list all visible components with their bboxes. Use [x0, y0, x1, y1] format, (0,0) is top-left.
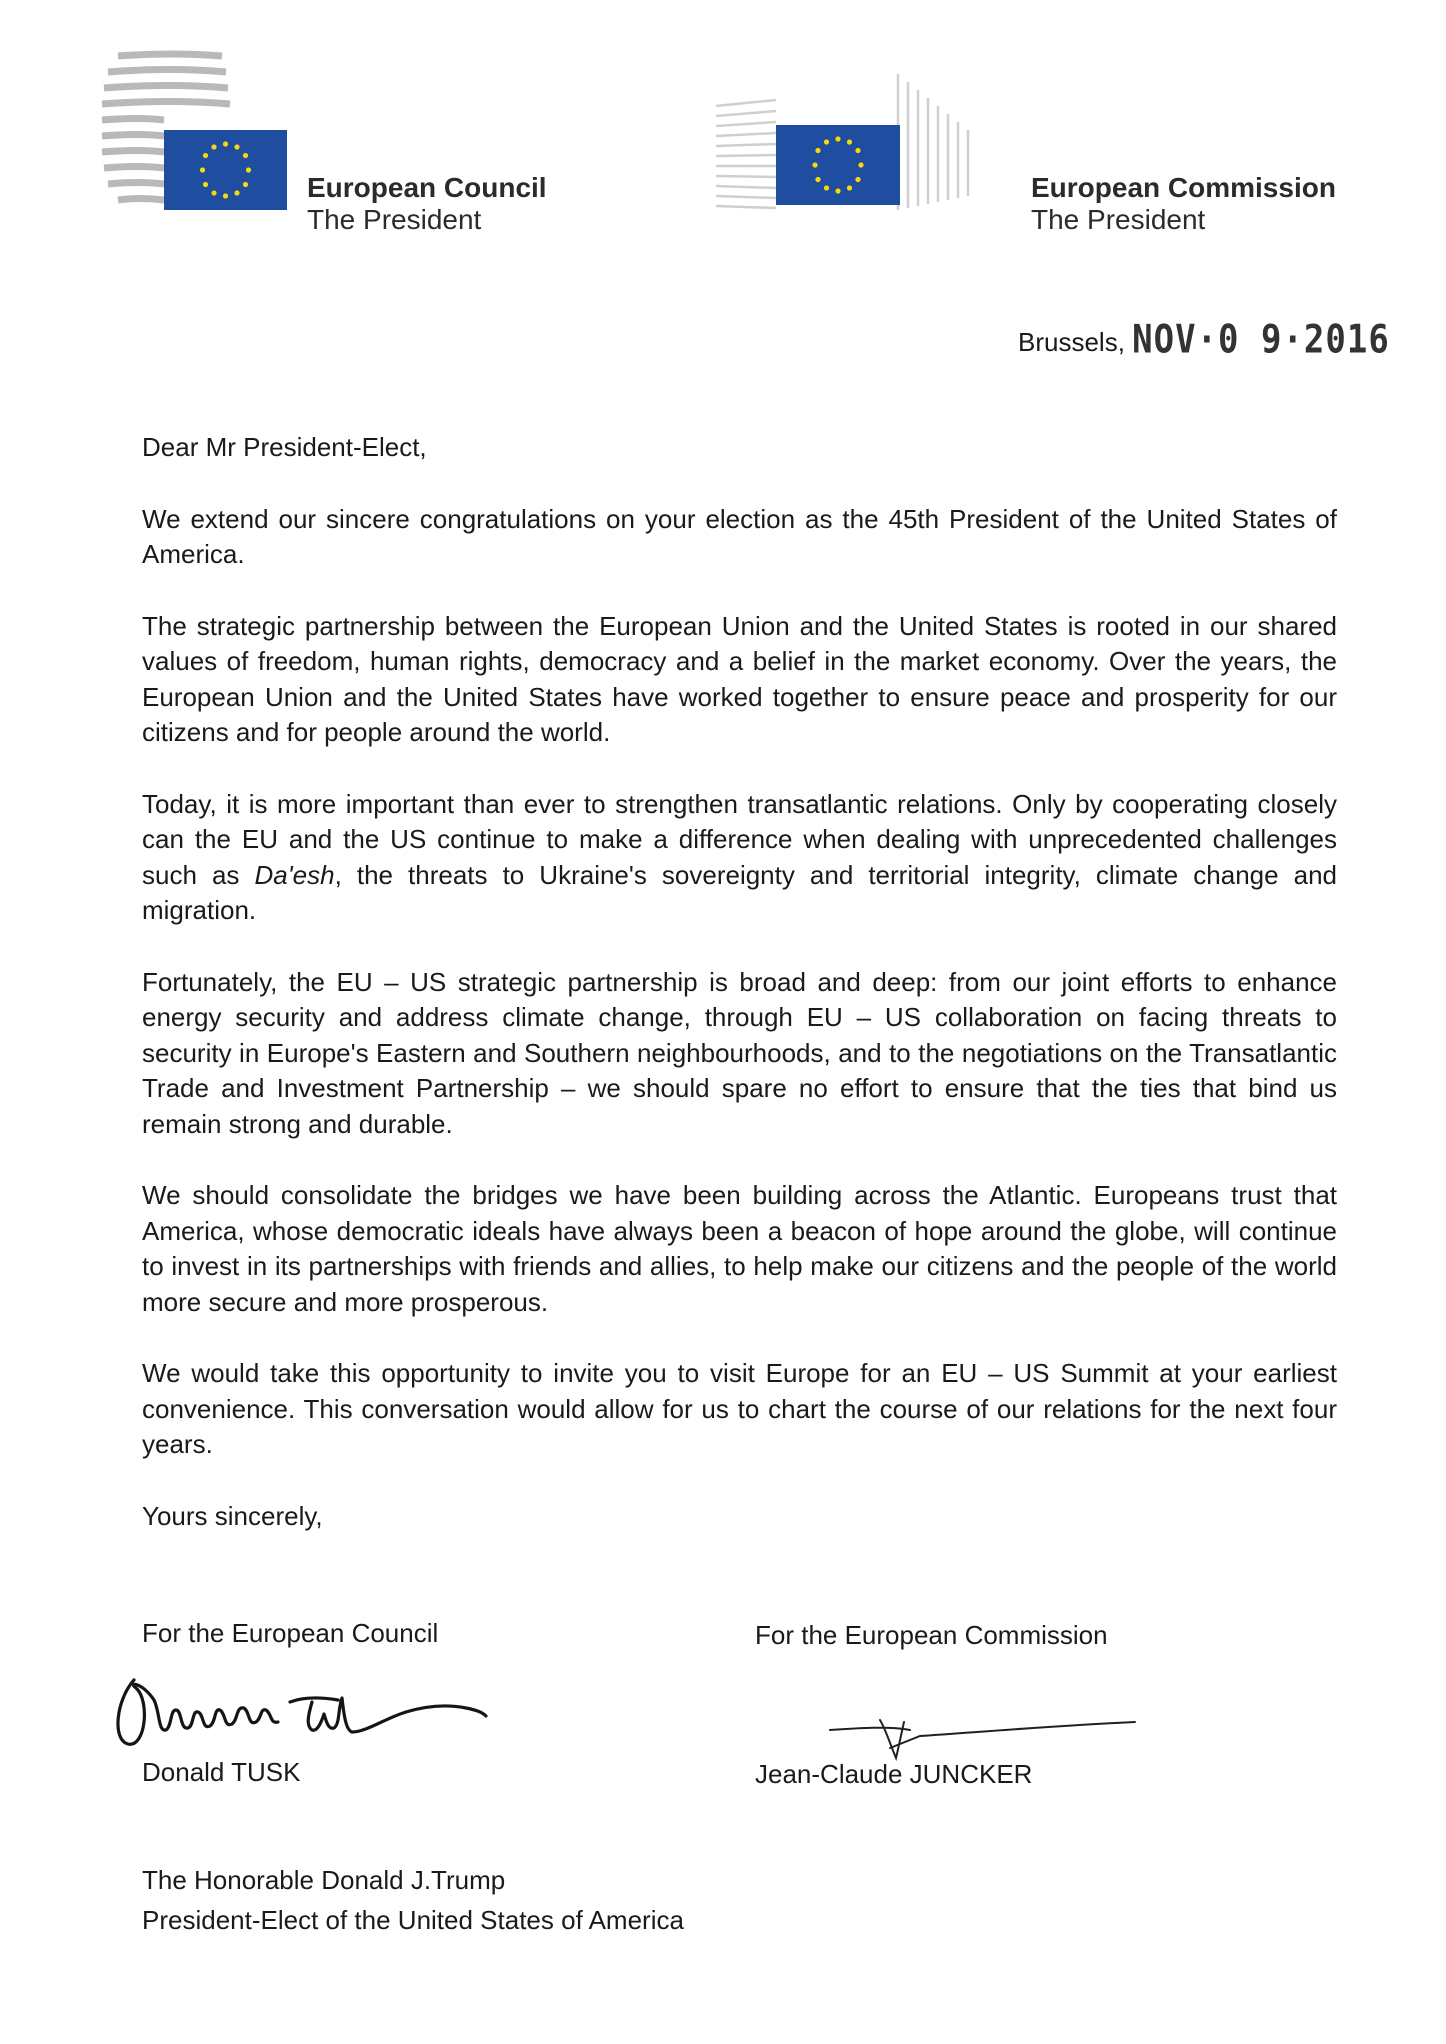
letter-body	[142, 430, 1337, 1570]
council-signatory-name: Donald TUSK	[142, 1757, 301, 1787]
date-stamp: NOV·0 9·2016	[1132, 317, 1390, 363]
date-city: Brussels,	[1018, 327, 1125, 357]
paragraph-1: We extend our sincere congratulations on your election as the 45th President of the United States of America.	[142, 503, 1337, 569]
salutation: Dear Mr President-Elect,	[142, 432, 427, 462]
council-name: European Council	[307, 172, 547, 203]
commission-role: The President	[1031, 204, 1206, 235]
european-commission-logo	[716, 70, 1006, 220]
council-signature-heading: For the European Council	[142, 1618, 439, 1648]
paragraph-3-before: Today, it is more important than ever to strengthen transatlantic relations. Only by cooperating closely can the EU and the US continue to make a difference when dealing with unprecedented challenges such as	[142, 788, 1337, 890]
paragraph-5: We should consolidate the bridges we have been building across the Atlantic. Europeans trust that America, whose democratic ideals have always been a beacon of hope around the globe, will continue to invest in its partnerships with friends and allies, to help make our citizens and the people of the world more secure and more prosperous.	[142, 1180, 1337, 1317]
paragraph-3-after: , the threats to Ukraine's sovereignty and territorial integrity, climate change and migration.	[142, 859, 1337, 925]
paragraph-3-italic: Da'esh	[254, 859, 335, 890]
paragraph-3	[142, 787, 1337, 929]
council-role: The President	[307, 204, 482, 235]
paragraph-4: Fortunately, the EU – US strategic partnership is broad and deep: from our joint efforts to enhance energy security and address climate change, through EU – US collaboration on facing threats to security in Europe's Eastern and Southern neighbourhoods, and to the negotiations on the Transatlantic Trade and Investment Partnership – we should spare no effort to ensure that the ties that bind us remain strong and durable.	[142, 966, 1337, 1139]
closing: Yours sincerely,	[142, 1500, 323, 1531]
addressee-line-2: President-Elect of the United States of America	[142, 1905, 684, 1935]
commission-signatory-name: Jean-Claude JUNCKER	[755, 1759, 1033, 1789]
date-line	[1018, 317, 1390, 363]
tusk-signature-image	[106, 1660, 516, 1770]
paragraph-6: We would take this opportunity to invite you to visit Europe for an EU – US Summit at your earliest convenience. This conversation would allow for us to chart the course of our relations for the next four years.	[142, 1358, 1337, 1459]
council-title-block	[307, 172, 547, 236]
addressee-block	[142, 1860, 684, 1940]
commission-title-block	[1031, 172, 1336, 236]
commission-signature-heading: For the European Commission	[755, 1620, 1108, 1650]
european-council-logo	[100, 50, 300, 220]
addressee-line-1: The Honorable Donald J.Trump	[142, 1865, 506, 1895]
commission-name: European Commission	[1031, 172, 1336, 203]
paragraph-2: The strategic partnership between the European Union and the United States is rooted in our shared values of freedom, human rights, democracy and a belief in the market economy. Over the years, the European Union and the United States have worked together to ensure peace and prosperity for our citizens and for people around the world.	[142, 610, 1337, 747]
